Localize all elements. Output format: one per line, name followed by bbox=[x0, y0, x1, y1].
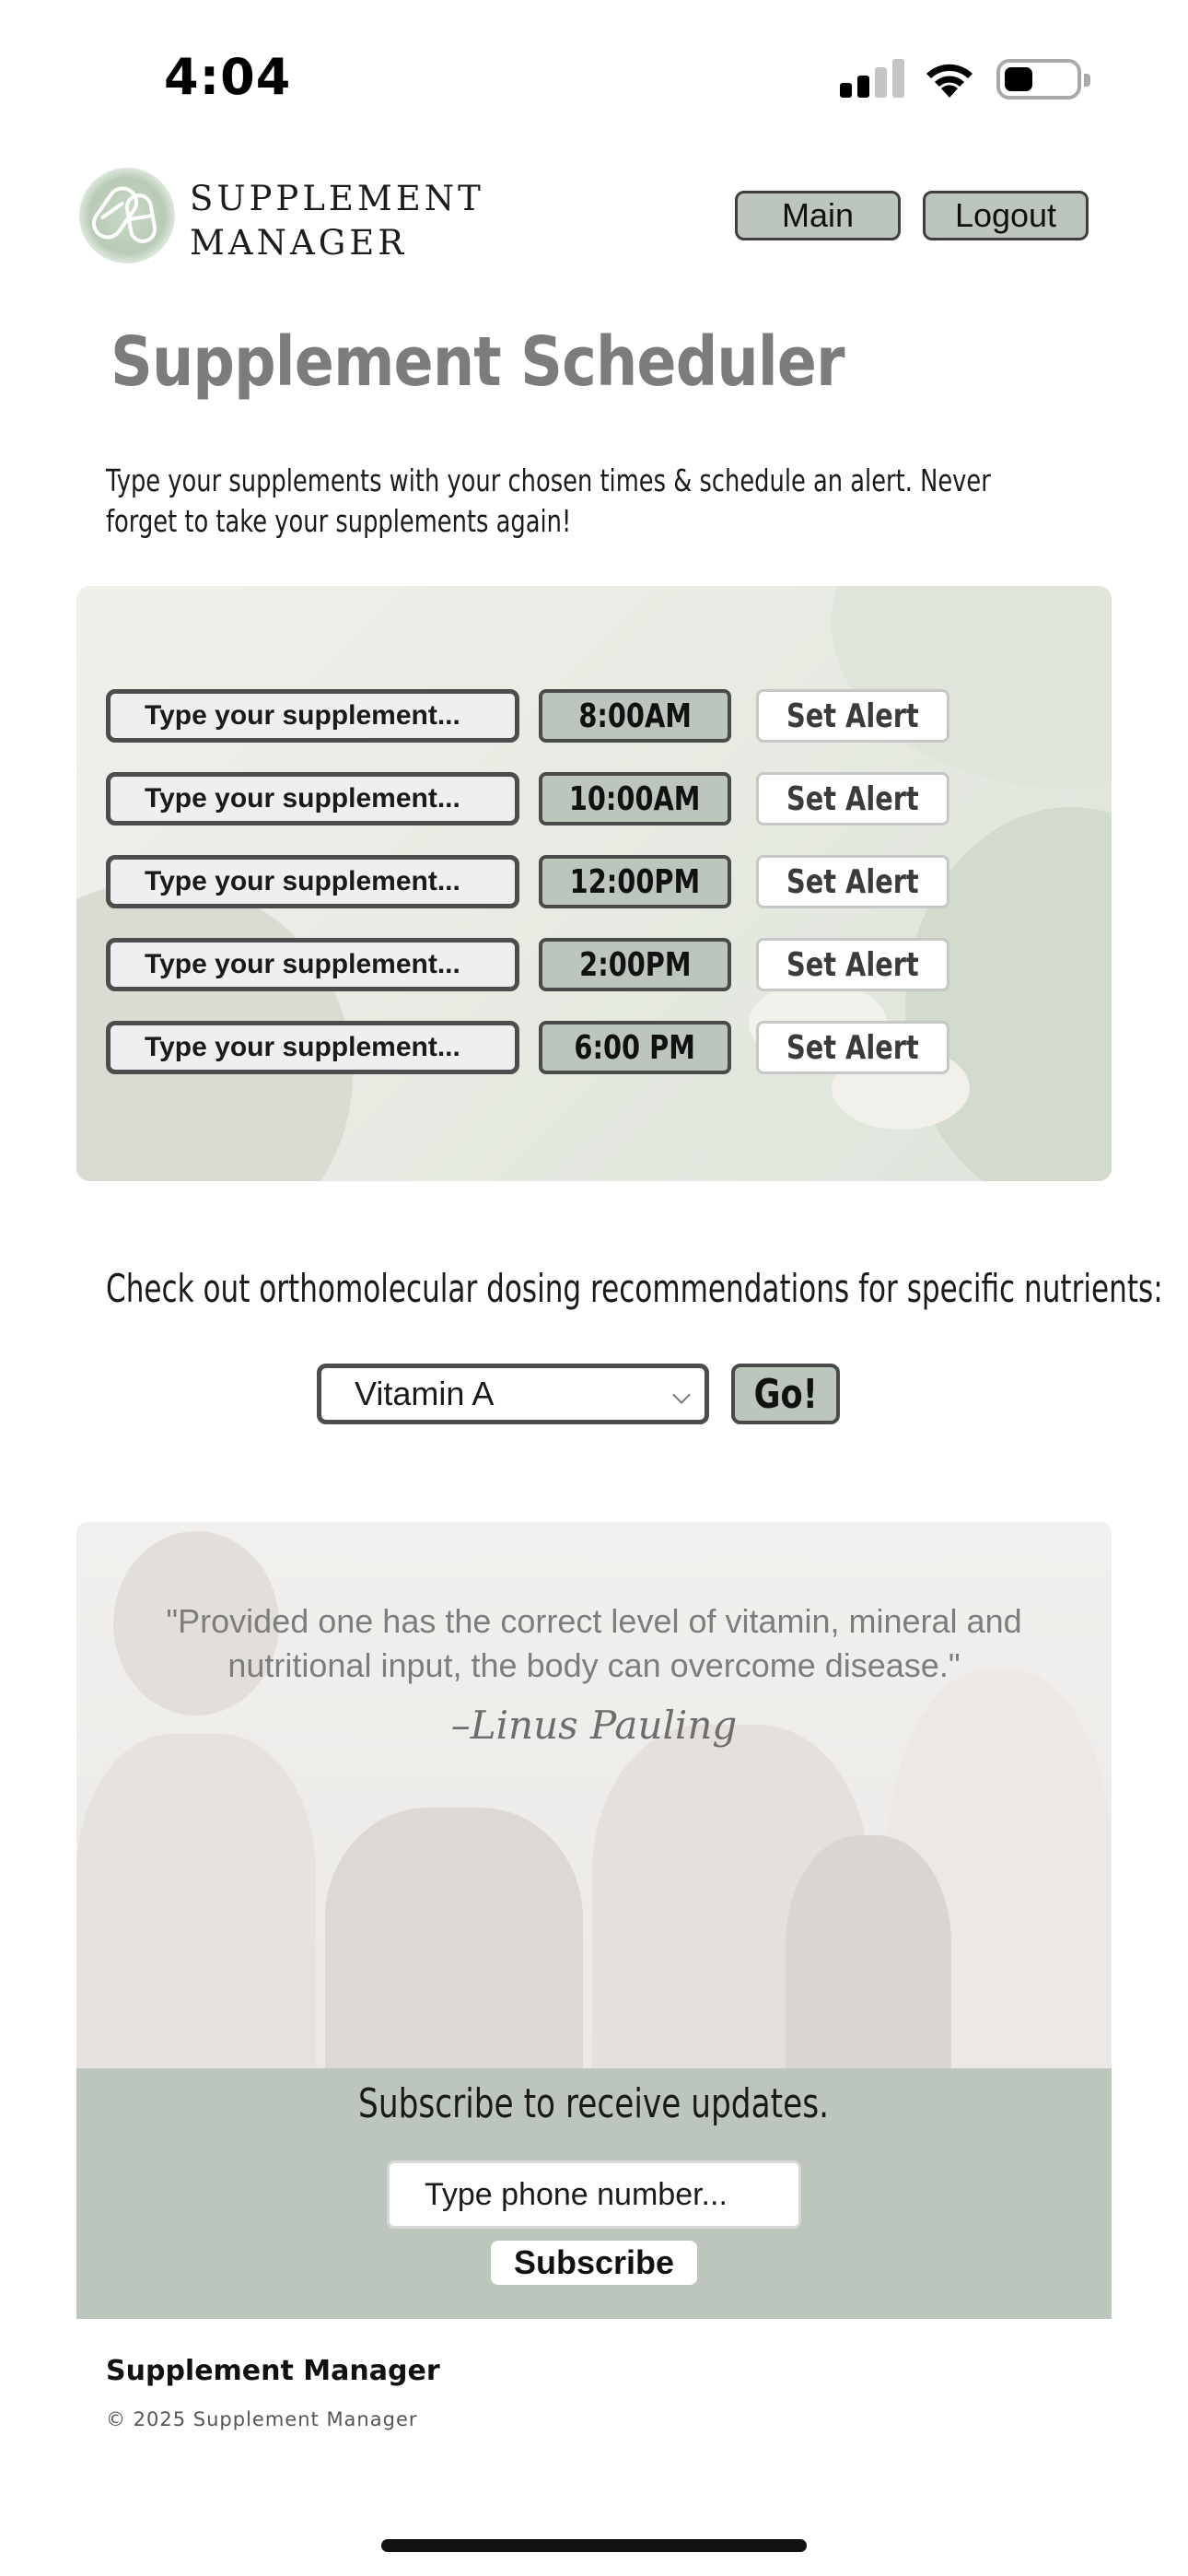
background-photo-figure bbox=[786, 1835, 951, 2069]
set-alert-label: Set Alert bbox=[786, 1028, 919, 1067]
phone-input[interactable] bbox=[387, 2160, 801, 2229]
wifi-icon bbox=[921, 57, 978, 100]
subscribe-title bbox=[0, 2080, 1188, 2127]
status-time: 4:04 bbox=[164, 48, 292, 106]
set-alert-label: Set Alert bbox=[786, 862, 919, 901]
logo-wordmark bbox=[190, 177, 484, 265]
background-photo-figure bbox=[325, 1808, 583, 2069]
time-pill[interactable] bbox=[539, 938, 731, 991]
main-button[interactable]: Main bbox=[735, 191, 901, 240]
intro-text bbox=[106, 461, 1004, 542]
go-label: Go! bbox=[753, 1370, 818, 1418]
go-button[interactable] bbox=[731, 1364, 840, 1424]
footer-copyright: © 2025 Supplement Manager bbox=[106, 2408, 418, 2430]
time-pill[interactable] bbox=[539, 772, 731, 825]
supplement-input[interactable] bbox=[106, 855, 519, 908]
quote-line-1: "Provided one has the correct level of vitamin, mineral and bbox=[166, 1602, 1022, 1640]
time-label: 12:00PM bbox=[569, 862, 701, 901]
quote-author: –Linus Pauling bbox=[450, 1703, 738, 1748]
set-alert-button[interactable] bbox=[756, 772, 949, 825]
time-pill[interactable] bbox=[539, 1021, 731, 1074]
set-alert-label: Set Alert bbox=[786, 779, 919, 818]
battery-icon bbox=[996, 59, 1081, 100]
background-decoration bbox=[832, 586, 1112, 789]
scheduler-panel bbox=[76, 586, 1112, 1181]
time-label: 6:00 PM bbox=[574, 1028, 696, 1067]
quote-text bbox=[76, 1599, 1112, 1688]
logout-button[interactable]: Logout bbox=[923, 191, 1089, 240]
set-alert-label: Set Alert bbox=[786, 697, 919, 735]
supplement-input[interactable] bbox=[106, 689, 519, 743]
set-alert-button[interactable] bbox=[756, 855, 949, 908]
set-alert-button[interactable] bbox=[756, 689, 949, 743]
home-indicator[interactable] bbox=[381, 2539, 807, 2552]
time-pill[interactable] bbox=[539, 689, 731, 743]
logo-line-2: MANAGER bbox=[190, 223, 408, 263]
logo-line-1: SUPPLEMENT bbox=[190, 179, 484, 218]
nutrient-select[interactable] bbox=[317, 1364, 709, 1424]
logo-pill-icon bbox=[79, 168, 175, 263]
supplement-input[interactable] bbox=[106, 772, 519, 825]
dosing-label: Check out orthomolecular dosing recommendations for specific nutrients: bbox=[106, 1266, 1163, 1311]
time-label: 8:00AM bbox=[578, 697, 692, 735]
cellular-signal-icon bbox=[840, 57, 904, 98]
page-title: Supplement Scheduler bbox=[111, 322, 844, 402]
time-pill[interactable] bbox=[539, 855, 731, 908]
chevron-down-icon bbox=[672, 1386, 691, 1404]
subscribe-title-text: Subscribe to receive updates. bbox=[358, 2080, 830, 2127]
supplement-input[interactable] bbox=[106, 938, 519, 991]
time-label: 2:00PM bbox=[578, 945, 692, 984]
background-photo-figure bbox=[76, 1734, 316, 2069]
quote-line-2: nutritional input, the body can overcome disease." bbox=[227, 1646, 961, 1684]
set-alert-label: Set Alert bbox=[786, 945, 919, 984]
subscribe-button[interactable]: Subscribe bbox=[491, 2241, 697, 2285]
nutrient-select-value: Vitamin A bbox=[355, 1375, 495, 1412]
set-alert-button[interactable] bbox=[756, 938, 949, 991]
time-label: 10:00AM bbox=[569, 779, 701, 818]
quote-panel bbox=[76, 1522, 1112, 2069]
footer-name: Supplement Manager bbox=[106, 2355, 440, 2387]
supplement-input[interactable] bbox=[106, 1021, 519, 1074]
intro-line-2: forget to take your supplements again! bbox=[106, 503, 572, 539]
set-alert-button[interactable] bbox=[756, 1021, 949, 1074]
intro-line-1: Type your supplements with your chosen times & schedule an alert. Never bbox=[106, 463, 991, 498]
